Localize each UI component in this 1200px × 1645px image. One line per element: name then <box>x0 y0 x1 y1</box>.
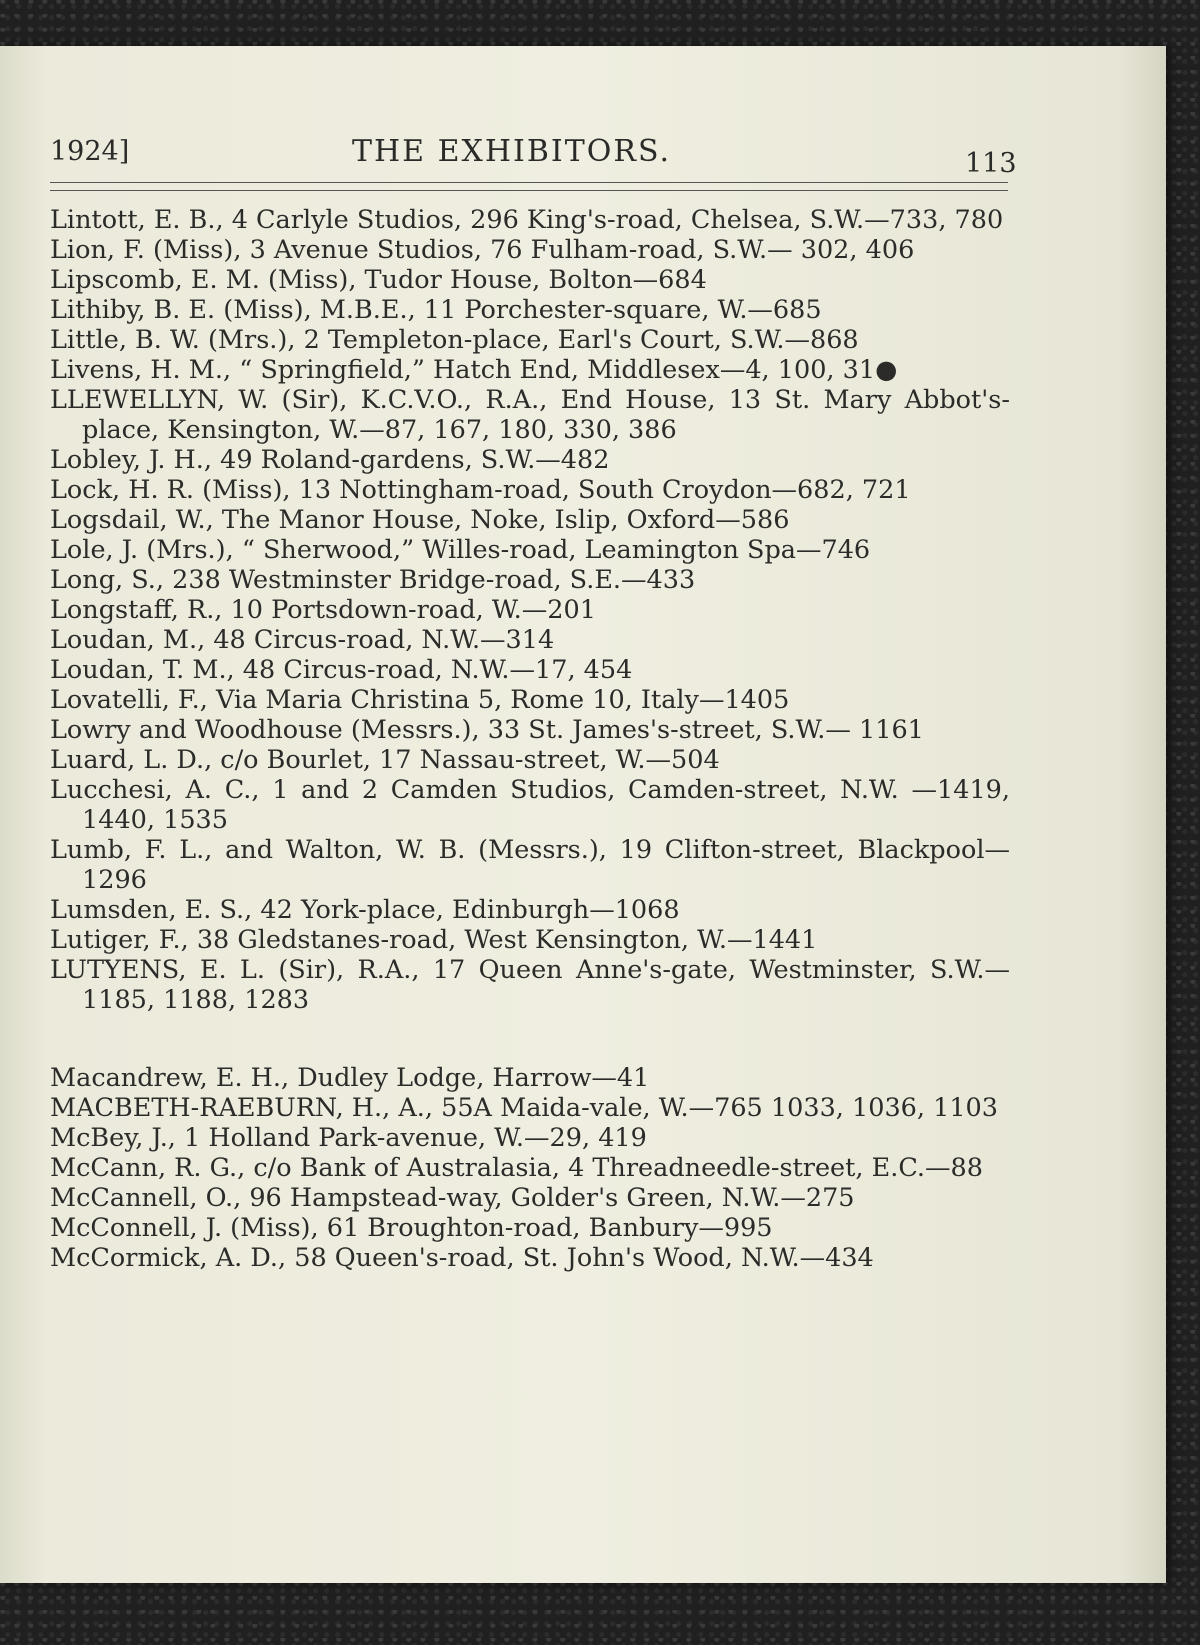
entry-details: 55A Maida-vale, W.—765 1033, 1036, 1103 <box>441 1093 999 1123</box>
list-item <box>50 715 1010 745</box>
list-item <box>50 595 1010 625</box>
list-item <box>50 445 1010 475</box>
entry-name: Lowry and Woodhouse (Messrs.), <box>50 715 480 745</box>
entry-details: “ Springfield,” Hatch End, Middlesex—4, 100, 31● <box>239 355 898 385</box>
entry-name: McCannell, O., <box>50 1183 242 1213</box>
list-item <box>50 385 1010 445</box>
list-item <box>50 235 1010 265</box>
entry-name: McCormick, A. D., <box>50 1243 287 1273</box>
list-item <box>50 1243 1010 1273</box>
entry-details: Tudor House, Bolton—684 <box>364 265 707 295</box>
entry-name: Lutiger, F., <box>50 925 189 955</box>
entry-details: 48 Circus-road, N.W.—17, 454 <box>242 655 633 685</box>
entry-details: 1 Holland Park-avenue, W.—29, 419 <box>184 1123 647 1153</box>
entry-details: 58 Queen's-road, St. John's Wood, N.W.—434 <box>294 1243 874 1273</box>
entry-details: 61 Broughton-road, Banbury—995 <box>326 1213 773 1243</box>
entry-name: Loudan, T. M., <box>50 655 235 685</box>
entry-details: 48 Circus-road, N.W.—314 <box>213 625 555 655</box>
entry-details: 13 Nottingham-road, South Croydon—682, 721 <box>298 475 911 505</box>
entry-details: 3 Avenue Studios, 76 Fulham-road, S.W.— 302, 406 <box>249 235 915 265</box>
entry-name: Lobley, J. H., <box>50 445 212 475</box>
entry-details: c/o Bourlet, 17 Nassau-street, W.—504 <box>220 745 720 775</box>
page-title: THE EXHIBITORS. <box>352 134 671 169</box>
entry-details: 38 Gledstanes-road, West Kensington, W.—1441 <box>196 925 818 955</box>
entry-name: Lintott, E. B., <box>50 205 224 235</box>
entry-details: 2 Templeton-place, Earl's Court, S.W.—868 <box>303 325 859 355</box>
entry-name: MACBETH-RAEBURN, H., A., <box>50 1093 433 1123</box>
list-item <box>50 1213 1010 1243</box>
list-item <box>50 835 1010 895</box>
entry-name: McConnell, J. (Miss), <box>50 1213 319 1243</box>
entry-details: 11 Porchester-square, W.—685 <box>423 295 822 325</box>
list-item <box>50 265 1010 295</box>
list-item <box>50 565 1010 595</box>
list-item <box>50 1183 1010 1213</box>
entry-name: McBey, J., <box>50 1123 176 1153</box>
list-item <box>50 535 1010 565</box>
header-double-rule <box>50 182 1008 191</box>
page-number: 113 <box>965 148 1017 179</box>
entry-details: 33 St. James's-street, S.W.— 1161 <box>487 715 924 745</box>
entry-name: Long, S., <box>50 565 165 595</box>
list-item <box>50 925 1010 955</box>
entry-name: Luard, L. D., <box>50 745 213 775</box>
entry-name: LUTYENS, E. L. (Sir), R.A., <box>50 955 420 985</box>
entry-details: 19 Clifton-street, Blackpool—1296 <box>82 835 1010 895</box>
entry-name: Lion, F. (Miss), <box>50 235 242 265</box>
entry-name: Lock, H. R. (Miss), <box>50 475 291 505</box>
list-item <box>50 475 1010 505</box>
list-item <box>50 895 1010 925</box>
entry-name: Macandrew, E. H., <box>50 1063 290 1093</box>
list-item <box>50 1093 1010 1123</box>
list-item <box>50 325 1010 355</box>
section-gap <box>50 1015 1010 1063</box>
entry-name: McCann, R. G., <box>50 1153 246 1183</box>
exhibitor-list <box>50 205 1010 1273</box>
entry-name: Loudan, M., <box>50 625 206 655</box>
section-m <box>50 1063 1010 1273</box>
list-item <box>50 1153 1010 1183</box>
entry-details: 4 Carlyle Studios, 296 King's-road, Chelsea, S.W.—733, 780 <box>231 205 1004 235</box>
entry-name: Lucchesi, A. C., <box>50 775 260 805</box>
entry-details: 96 Hampstead-way, Golder's Green, N.W.—275 <box>249 1183 855 1213</box>
list-item <box>50 355 1010 385</box>
entry-name: Lumsden, E. S., <box>50 895 253 925</box>
entry-name: Lumb, F. L., and Walton, W. B. (Messrs.), <box>50 835 607 865</box>
list-item <box>50 505 1010 535</box>
entry-details: Via Maria Christina 5, Rome 10, Italy—1405 <box>215 685 790 715</box>
entry-details: 42 York-place, Edinburgh—1068 <box>260 895 680 925</box>
entry-details: 17 Queen Anne's-gate, Westminster, S.W.—1185, 1188, 1283 <box>82 955 1010 1015</box>
page-header <box>50 88 1017 179</box>
entry-name: Lipscomb, E. M. (Miss), <box>50 265 357 295</box>
list-item <box>50 205 1010 235</box>
entry-name: Logsdail, W., <box>50 505 214 535</box>
entry-name: Lole, J. (Mrs.), <box>50 535 234 565</box>
entry-details: “ Sherwood,” Willes-road, Leamington Spa—746 <box>241 535 871 565</box>
list-item <box>50 685 1010 715</box>
entry-details: 1 and 2 Camden Studios, Camden-street, N.W. —1419, 1440, 1535 <box>82 775 1010 835</box>
list-item <box>50 1123 1010 1153</box>
entry-details: 238 Westminster Bridge-road, S.E.—433 <box>172 565 696 595</box>
section-l <box>50 205 1010 1015</box>
list-item <box>50 955 1010 1015</box>
list-item <box>50 1063 1010 1093</box>
entry-name: Longstaff, R., <box>50 595 223 625</box>
entry-name: Lovatelli, F., <box>50 685 208 715</box>
entry-details: Dudley Lodge, Harrow—41 <box>297 1063 650 1093</box>
list-item <box>50 745 1010 775</box>
entry-details: The Manor House, Noke, Islip, Oxford—586 <box>221 505 790 535</box>
entry-details: c/o Bank of Australasia, 4 Threadneedle-street, E.C.—88 <box>253 1153 983 1183</box>
entry-name: Lithiby, B. E. (Miss), M.B.E., <box>50 295 416 325</box>
list-item <box>50 775 1010 835</box>
entry-details: End House, 13 St. Mary Abbot's-place, Kensington, W.—87, 167, 180, 330, 386 <box>82 385 1010 445</box>
header-year: 1924] <box>50 136 130 167</box>
entry-name: LLEWELLYN, W. (Sir), K.C.V.O., R.A., <box>50 385 548 415</box>
entry-details: 10 Portsdown-road, W.—201 <box>230 595 596 625</box>
list-item <box>50 655 1010 685</box>
entry-name: Livens, H. M., <box>50 355 232 385</box>
list-item <box>50 625 1010 655</box>
entry-name: Little, B. W. (Mrs.), <box>50 325 296 355</box>
entry-details: 49 Roland-gardens, S.W.—482 <box>220 445 610 475</box>
list-item <box>50 295 1010 325</box>
